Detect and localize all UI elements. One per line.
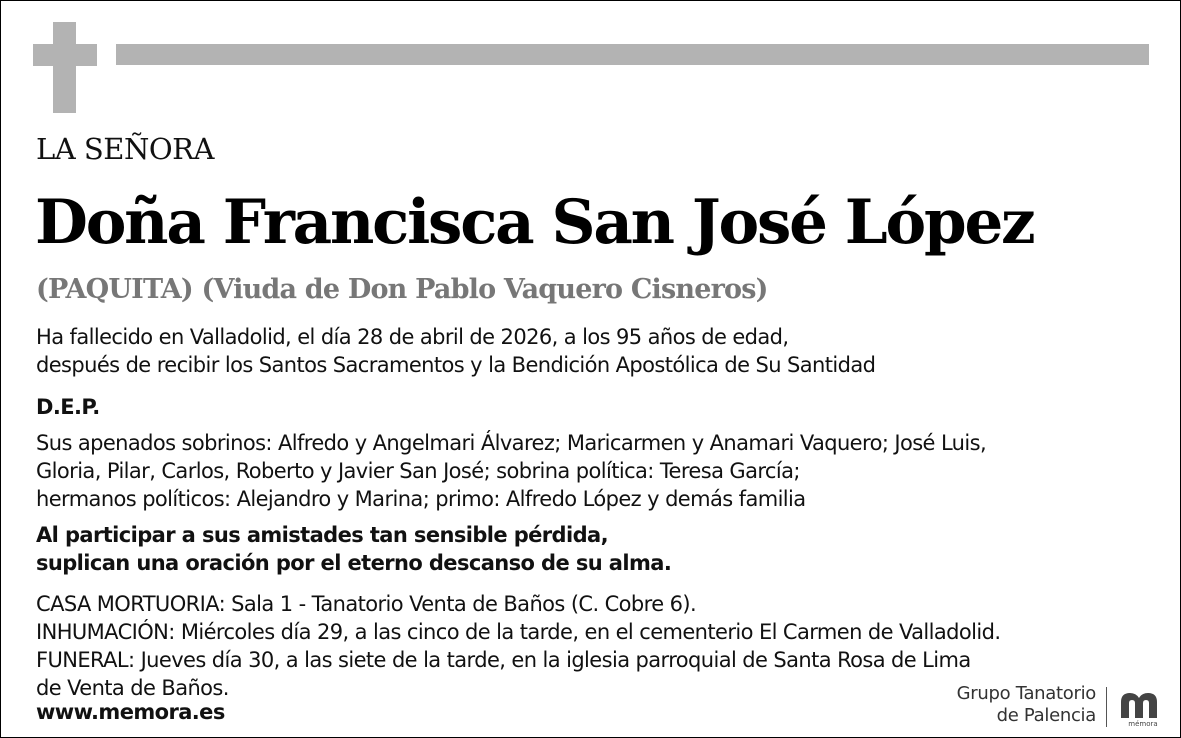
cross-icon-bar <box>33 44 97 66</box>
family-line: Gloria, Pilar, Carlos, Roberto y Javier San José; sobrina política: Teresa García; <box>36 459 800 483</box>
header-rule <box>116 44 1149 65</box>
logo-line: Grupo Tanatorio <box>956 683 1096 704</box>
website-link[interactable]: www.memora.es <box>36 700 225 724</box>
service-line: FUNERAL: Jueves día 30, a las siete de la tarde, en la iglesia parroquial de Santa Rosa de Lima <box>36 648 971 672</box>
prayer-request <box>36 521 671 577</box>
memora-logo-icon <box>1118 688 1168 728</box>
cross-icon <box>53 22 76 113</box>
service-line: CASA MORTUORIA: Sala 1 - Tanatorio Venta de Baños (C. Cobre 6). <box>36 592 697 616</box>
services-info <box>36 590 1000 702</box>
dep-label: D.E.P. <box>36 395 100 419</box>
logo-line: de Palencia <box>996 705 1096 726</box>
honorific: LA SEÑORA <box>36 132 214 166</box>
prayer-request-line: Al participar a sus amistades tan sensible pérdida, <box>36 523 608 547</box>
nickname-line: (PAQUITA) (Viuda de Don Pablo Vaquero Cisneros) <box>36 274 768 305</box>
service-line: de Venta de Baños. <box>36 676 229 700</box>
tanatorio-logo-text <box>957 683 1096 727</box>
death-notice <box>36 323 875 379</box>
deceased-name: Doña Francisca San José López <box>35 187 1034 258</box>
prayer-request-line: suplican una oración por el eterno descanso de su alma. <box>36 551 672 575</box>
family-list <box>36 429 986 513</box>
family-line: Sus apenados sobrinos: Alfredo y Angelmari Álvarez; Maricarmen y Anamari Vaquero; José Luis, <box>36 431 987 455</box>
svg-text:mémora: mémora <box>1128 720 1158 728</box>
logo-divider <box>1106 687 1107 727</box>
death-notice-line: después de recibir los Santos Sacramentos y la Bendición Apostólica de Su Santidad <box>36 353 876 377</box>
family-line: hermanos políticos: Alejandro y Marina; primo: Alfredo López y demás familia <box>36 487 806 511</box>
service-line: INHUMACIÓN: Miércoles día 29, a las cinco de la tarde, en el cementerio El Carmen de Valladolid. <box>36 620 1001 644</box>
death-notice-line: Ha fallecido en Valladolid, el día 28 de abril de 2026, a los 95 años de edad, <box>36 325 789 349</box>
